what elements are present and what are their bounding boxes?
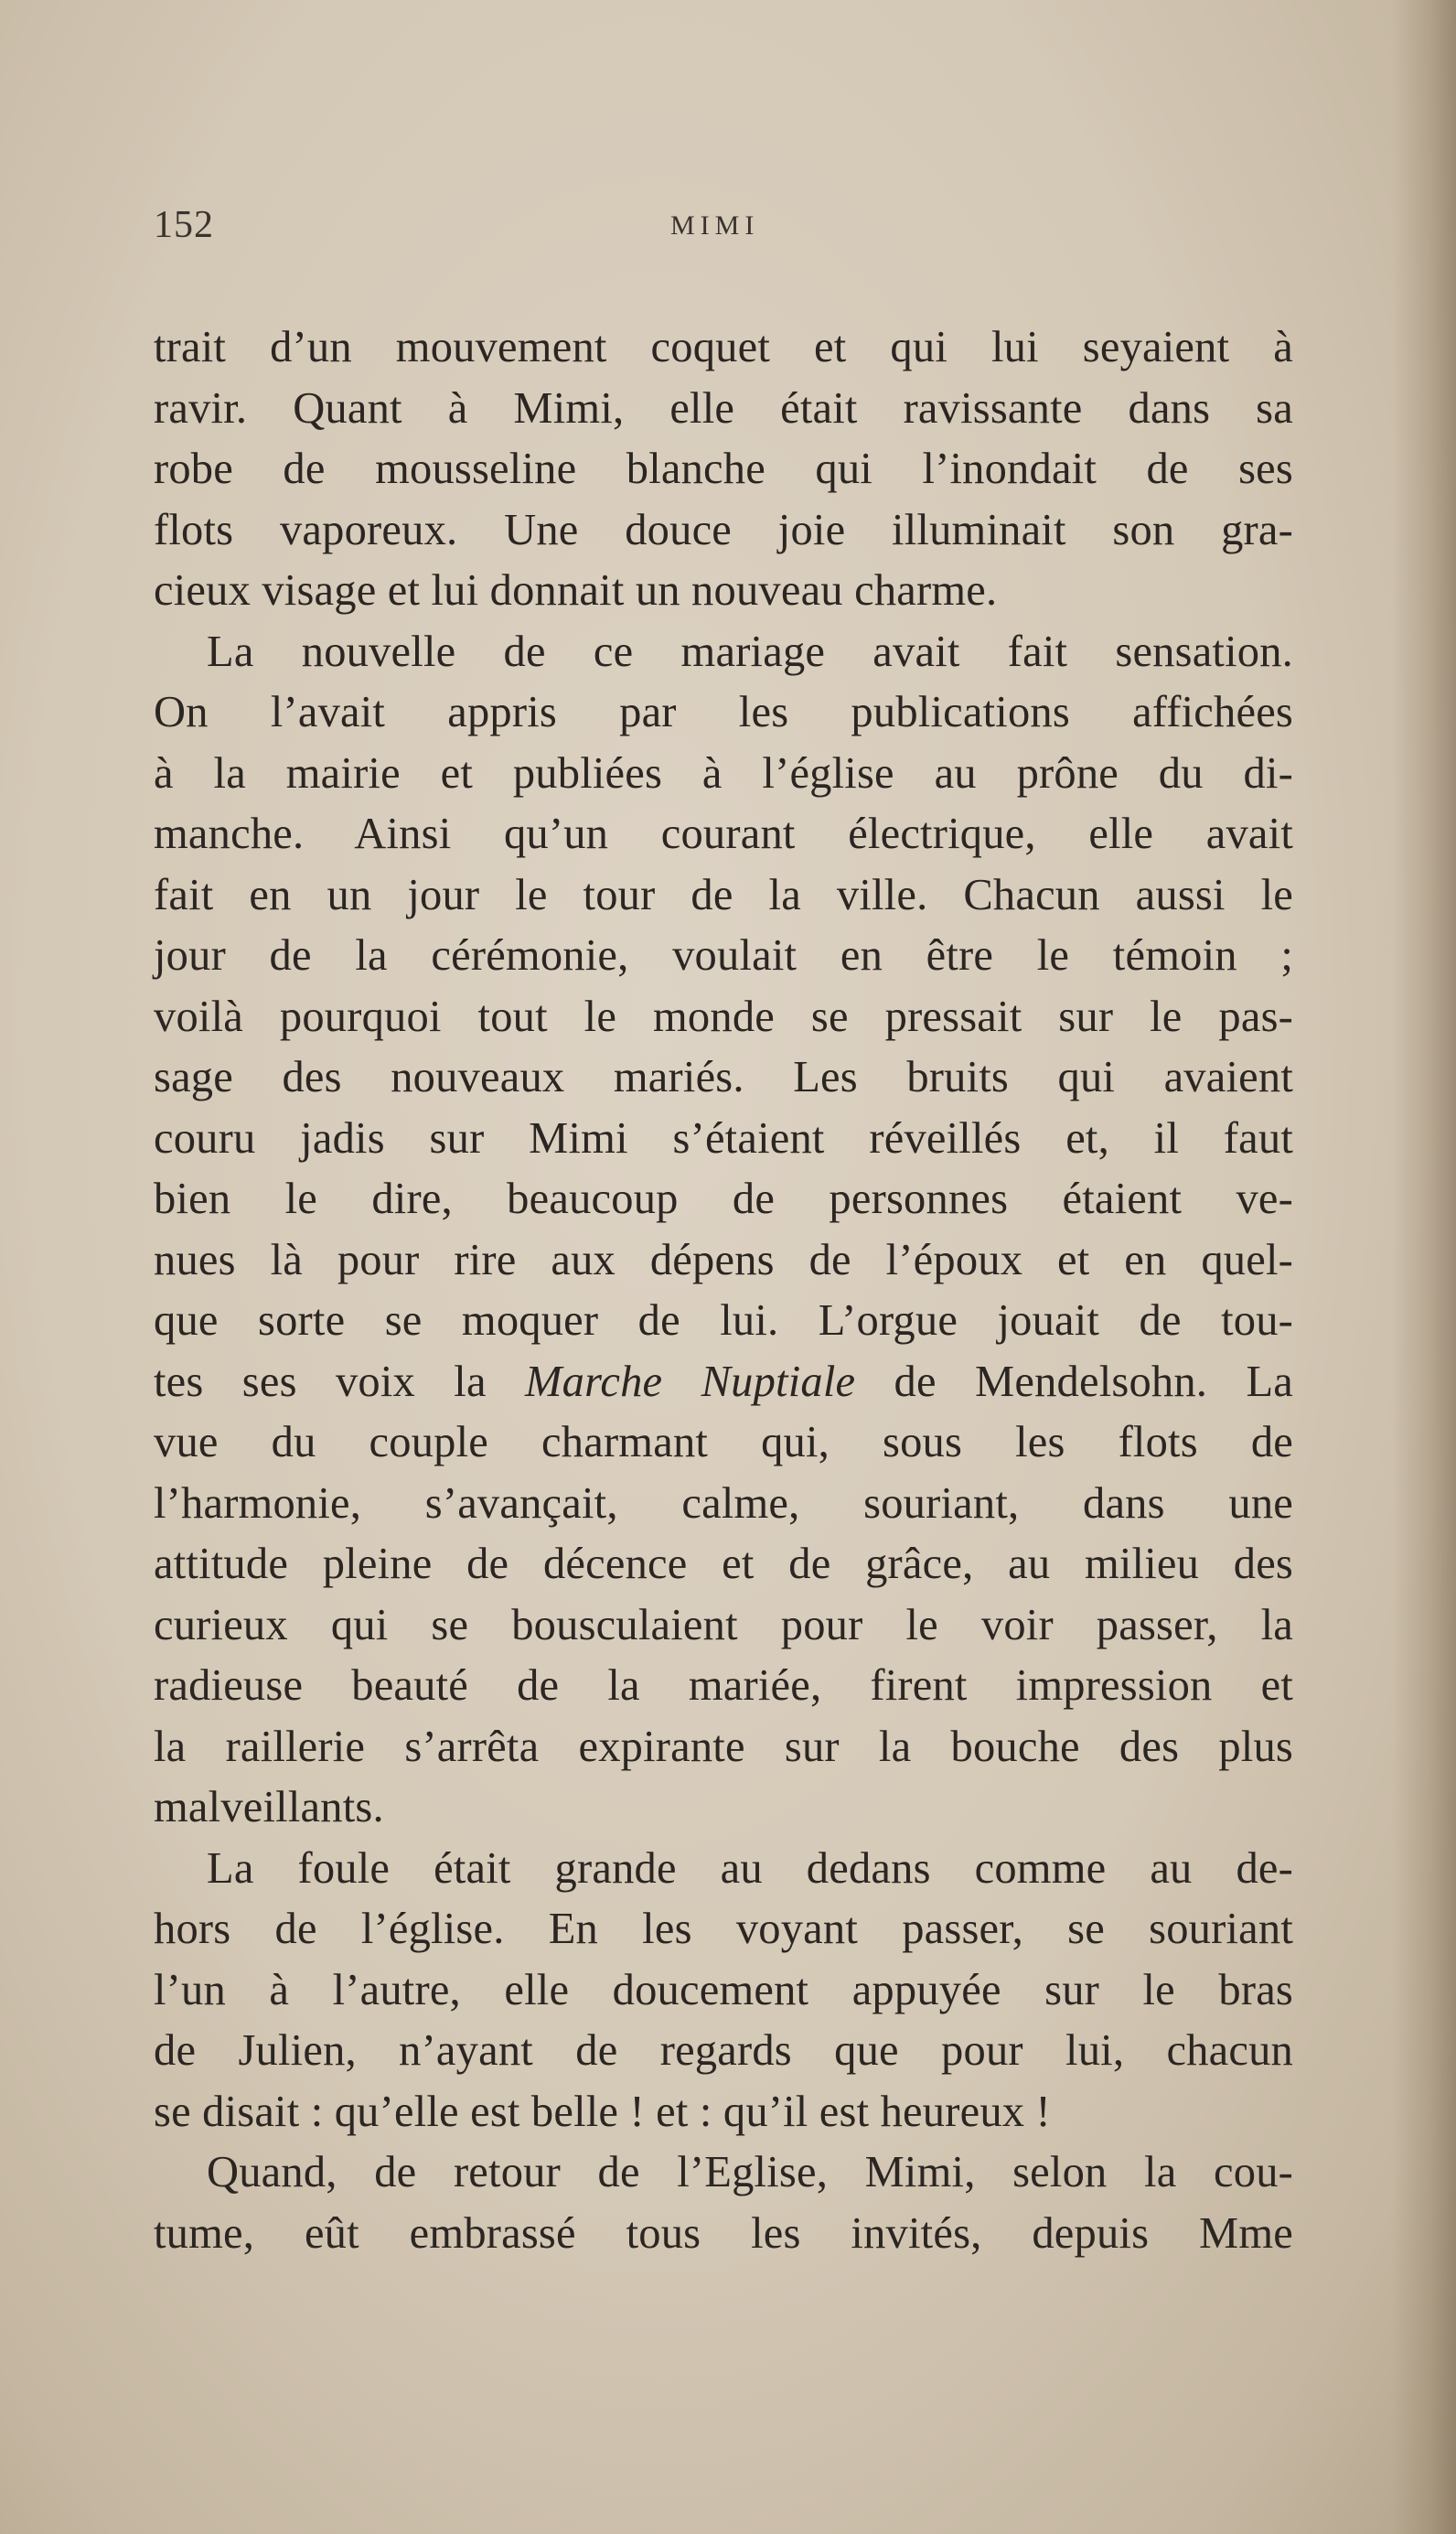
text-line: de Julien, n’ayant de regards que pour lui, chacun bbox=[154, 2026, 1293, 2075]
text-line: La foule était grande au dedans comme au de- bbox=[207, 1843, 1293, 1893]
text-line: trait d’un mouvement coquet et qui lui seyaient à bbox=[154, 323, 1293, 371]
text-line: se disait : qu’elle est belle ! et : qu’il est heureux ! bbox=[154, 2087, 1051, 2136]
text-line: l’un à l’autre, elle doucement appuyée sur le bras bbox=[154, 1965, 1293, 2014]
text-line: Quand, de retour de l’Eglise, Mimi, selon la cou- bbox=[207, 2148, 1293, 2196]
text-line: hors de l’église. En les voyant passer, se souriant bbox=[154, 1905, 1293, 1953]
text-line: flots vaporeux. Une douce joie illuminait son gra- bbox=[154, 505, 1293, 554]
text-line: manche. Ainsi qu’un courant électrique, elle avait bbox=[154, 810, 1293, 858]
text-line: fait en un jour le tour de la ville. Chacun aussi le bbox=[154, 870, 1293, 919]
text-line: bien le dire, beaucoup de personnes étaient ve- bbox=[154, 1175, 1293, 1223]
text-line: robe de mousseline blanche qui l’inondait de ses bbox=[154, 445, 1293, 493]
page-edge-shadow bbox=[1392, 0, 1456, 2534]
text-line: attitude pleine de décence et de grâce, au milieu des bbox=[154, 1540, 1293, 1588]
italic-title: Marche Nuptiale bbox=[525, 1357, 856, 1406]
text-line: que sorte se moquer de lui. L’orgue jouait de tou- bbox=[154, 1296, 1293, 1345]
text-segment: de Mendelsohn. La bbox=[855, 1357, 1293, 1406]
text-line: jour de la cérémonie, voulait en être le témoin ; bbox=[154, 931, 1293, 980]
text-line: ravir. Quant à Mimi, elle était ravissante dans sa bbox=[154, 383, 1293, 433]
text-line: On l’avait appris par les publications affichées bbox=[154, 688, 1293, 736]
text-line: tume, eût embrassé tous les invités, depuis Mme bbox=[154, 2208, 1293, 2258]
text-line: voilà pourquoi tout le monde se pressait sur le pas- bbox=[154, 992, 1293, 1041]
text-line: radieuse beauté de la mariée, firent impression et bbox=[154, 1661, 1293, 1710]
text-line: La nouvelle de ce mariage avait fait sensation. bbox=[207, 627, 1293, 676]
text-line: vue du couple charmant qui, sous les flots de bbox=[154, 1418, 1293, 1466]
page-header bbox=[154, 203, 1297, 258]
body-text bbox=[154, 317, 1293, 2264]
text-segment: tes ses voix la bbox=[154, 1357, 526, 1406]
text-line: l’harmonie, s’avançait, calme, souriant, dans une bbox=[154, 1478, 1293, 1528]
text-line bbox=[154, 1352, 1293, 1413]
text-line: la raillerie s’arrêta expirante sur la bouche des plus bbox=[154, 1722, 1293, 1771]
text-line: sage des nouveaux mariés. Les bruits qui avaient bbox=[154, 1053, 1293, 1101]
text-line: couru jadis sur Mimi s’étaient réveillés et, il faut bbox=[154, 1113, 1293, 1163]
text-line: à la mairie et publiées à l’église au prône du di- bbox=[154, 748, 1293, 798]
text-line: nues là pour rire aux dépens de l’époux et en quel- bbox=[154, 1235, 1293, 1284]
running-title: MIMI bbox=[670, 210, 760, 241]
text-line: cieux visage et lui donnait un nouveau charme. bbox=[154, 566, 998, 615]
page-number: 152 bbox=[154, 204, 214, 246]
text-line: malveillants. bbox=[154, 1783, 384, 1831]
text-line: curieux qui se bousculaient pour le voir passer, la bbox=[154, 1600, 1293, 1649]
